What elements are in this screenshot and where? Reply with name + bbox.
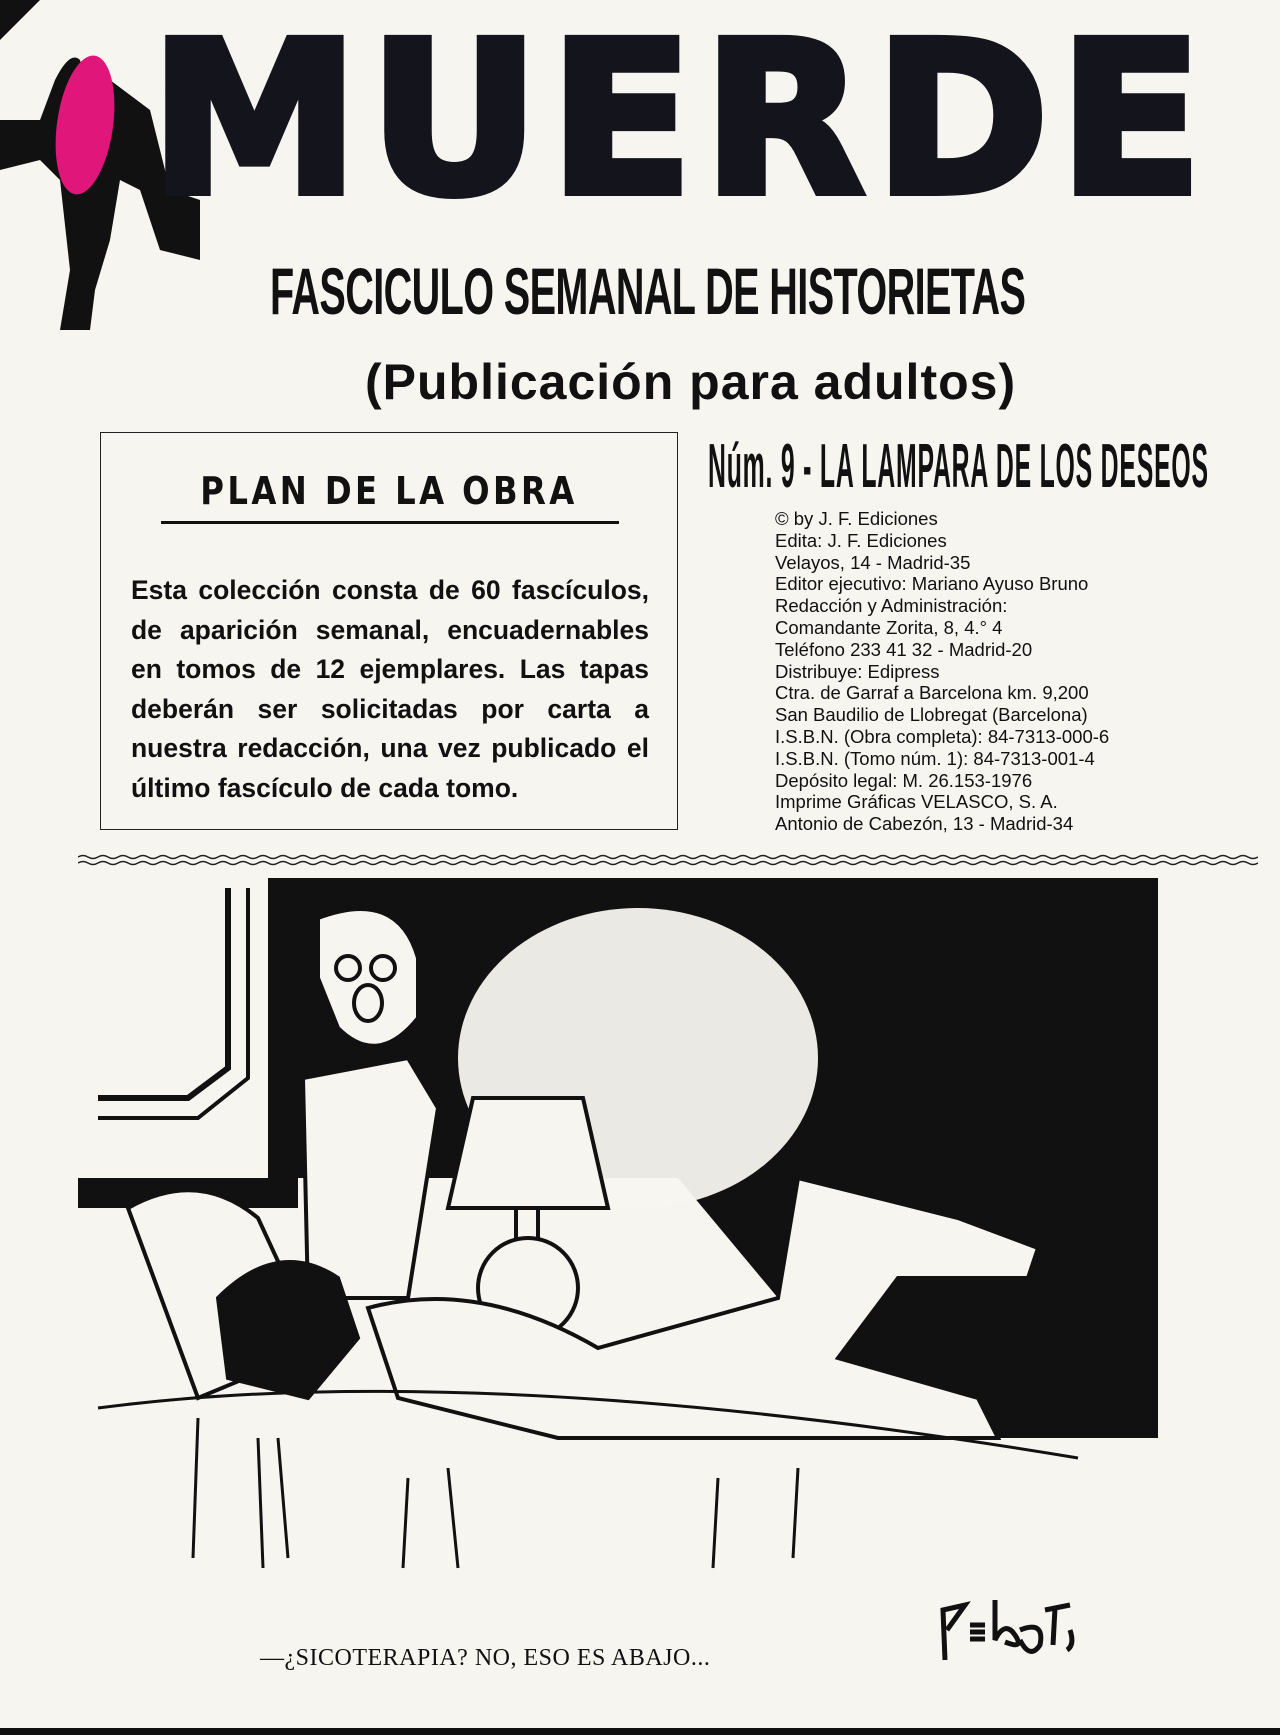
artist-signature bbox=[935, 1590, 1085, 1670]
plan-box bbox=[100, 432, 678, 830]
credit-line: I.S.B.N. (Obra completa): 84-7313-000-6 bbox=[775, 725, 1110, 747]
credit-line: Distribuye: Edipress bbox=[775, 660, 940, 682]
plan-divider bbox=[161, 521, 619, 524]
credit-line: Comandante Zorita, 8, 4.° 4 bbox=[775, 616, 1003, 638]
plan-title: PLAN DE LA OBRA bbox=[200, 469, 578, 513]
credit-line: Edita: J. F. Ediciones bbox=[775, 529, 947, 551]
credit-line: San Baudilio de Llobregat (Barcelona) bbox=[775, 704, 1088, 726]
credit-line: Antonio de Cabezón, 13 - Madrid-34 bbox=[775, 813, 1074, 835]
issue-title: Núm. 9 - LA LAMPARA DE LOS DESEOS bbox=[708, 432, 1209, 501]
cartoon-caption: —¿SICOTERAPIA? NO, ESO ES ABAJO... bbox=[260, 1645, 711, 1671]
credit-line: Teléfono 233 41 32 - Madrid-20 bbox=[775, 638, 1033, 660]
masthead-subtitle: FASCICULO SEMANAL DE HISTORIETAS bbox=[270, 254, 1026, 328]
bottom-edge-bar bbox=[0, 1728, 1280, 1735]
credit-line: Velayos, 14 - Madrid-35 bbox=[775, 551, 971, 573]
credit-line: Redacción y Administración: bbox=[775, 595, 1008, 617]
corner-black-triangle bbox=[0, 0, 40, 40]
credit-line: Editor ejecutivo: Mariano Ayuso Bruno bbox=[775, 573, 1089, 595]
wavy-divider bbox=[78, 850, 1258, 870]
credits-block bbox=[775, 508, 1109, 835]
credit-line: I.S.B.N. (Tomo núm. 1): 84-7313-001-4 bbox=[775, 747, 1095, 769]
audience-label: (Publicación para adultos) bbox=[365, 354, 1017, 410]
plan-text: Esta colección consta de 60 fascículos, de aparición semanal, encuadernables en tomos de 12 ejemplares. Las tapas deberán ser solicitadas por carta a nuestra redacción, una vez publicado el último fascículo de cada tomo. bbox=[131, 575, 649, 803]
masthead-title: MUERDE bbox=[150, 0, 1213, 242]
credit-line: © by J. F. Ediciones bbox=[775, 508, 938, 529]
credit-line: Ctra. de Garraf a Barcelona km. 9,200 bbox=[775, 682, 1089, 704]
cartoon-illustration bbox=[78, 878, 1178, 1598]
credit-line: Imprime Gráficas VELASCO, S. A. bbox=[775, 791, 1058, 813]
man-figure bbox=[303, 909, 438, 1298]
credit-line: Depósito legal: M. 26.153-1976 bbox=[775, 769, 1033, 791]
